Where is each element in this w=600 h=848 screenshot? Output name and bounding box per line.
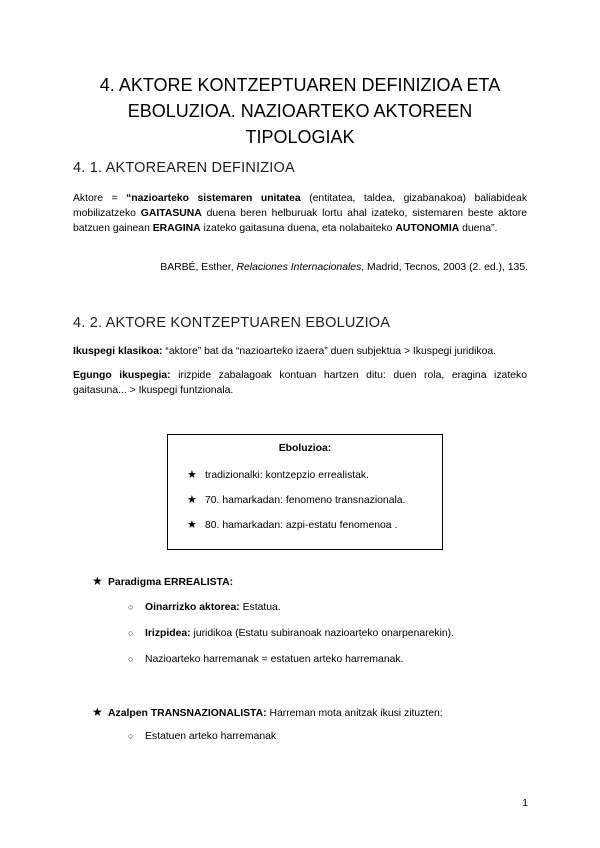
star-icon: ★	[92, 705, 103, 719]
title-line: EBOLUZIOA. NAZIOARTEKO AKTOREEN	[127, 101, 473, 121]
text: Nazioarteko harremanak = estatuen arteko harremanak.	[145, 654, 404, 665]
bold-text: “nazioarteko sistemaren unitatea	[126, 193, 301, 204]
circle-bullet-icon: ○	[128, 628, 134, 638]
list-item	[128, 628, 454, 639]
bold-text: Egungo ikuspegia:	[73, 370, 171, 381]
paradigm-realist-item	[92, 574, 233, 588]
box-list-item	[187, 518, 397, 531]
star-icon: ★	[92, 574, 103, 588]
bold-text: ERAGINA	[152, 223, 201, 234]
current-view-paragraph	[73, 368, 527, 398]
bold-text: Oinarrizko aktorea:	[145, 602, 240, 613]
circle-bullet-icon: ○	[128, 654, 134, 664]
circle-bullet-icon: ○	[128, 731, 134, 741]
text: juridikoa (Estatu subiranoak nazioarteko onarpenarekin).	[190, 628, 455, 639]
title-line: TIPOLOGIAK	[245, 127, 355, 147]
bold-text: GAITASUNA	[140, 208, 202, 219]
text: irizpide zabalagoak kontuan hartzen ditu: duen rola, eragina izateko gaitasuna... > Ikuspegi funtzionala.	[73, 370, 527, 396]
list-item	[128, 602, 281, 613]
list-item	[128, 731, 276, 742]
circle-bullet-icon: ○	[128, 602, 134, 612]
text: Aktore =	[73, 193, 127, 204]
text: (entitatea, taldea, gizabanakoa) baliabideak mobilizatzeko	[73, 193, 528, 219]
text: “aktore” bat da “nazioarteko izaera” duen subjektua > Ikuspegi juridikoa.	[162, 346, 497, 357]
bold-text: Azalpen TRANSNAZIONALISTA:	[108, 708, 267, 719]
section-heading-definition: 4. 1. AKTOREAREN DEFINIZIOA	[73, 160, 295, 176]
list-item	[128, 654, 403, 665]
text: duena beren helburuak lortu ahal izateko, sistemaren beste aktore batzuen gainean	[73, 208, 527, 234]
citation-author: BARBÉ, Esther,	[160, 262, 237, 273]
bold-text: Ikuspegi klasikoa:	[73, 346, 163, 357]
citation-work: Relaciones Internacionales	[236, 262, 362, 273]
definition-paragraph	[73, 191, 527, 236]
text: izateko gaitasuna duena, eta nolabaiteko	[200, 223, 396, 234]
section-heading-evolution: 4. 2. AKTORE KONTZEPTUAREN EBOLUZIOA	[73, 315, 391, 331]
text: Estatua.	[239, 602, 281, 613]
text: Harreman mota anitzak ikusi zituzten:	[266, 708, 443, 719]
citation-rest: , Madrid, Tecnos, 2003 (2. ed.), 135.	[361, 262, 528, 273]
page-title	[60, 72, 540, 150]
box-item-text: 70. hamarkadan: fenomeno transnazionala.	[205, 495, 406, 506]
transnational-item	[92, 705, 443, 719]
box-item-text: 80. hamarkadan: azpi-estatu fenomenoa .	[205, 520, 398, 531]
star-icon: ★	[187, 519, 197, 531]
evolution-box	[167, 434, 443, 550]
title-line: 4. AKTORE KONTZEPTUAREN DEFINIZIOA ETA	[99, 75, 501, 95]
box-list-item	[187, 468, 369, 481]
box-title: Eboluzioa:	[278, 443, 332, 454]
text: Estatuen arteko harremanak	[145, 731, 277, 742]
box-item-text: tradizionalki: kontzepzio errealistak.	[205, 470, 370, 481]
star-icon: ★	[187, 469, 197, 481]
bold-text: Paradigma ERREALISTA:	[108, 577, 234, 588]
text: duena”.	[459, 223, 498, 234]
bold-text: AUTONOMIA	[395, 223, 460, 234]
classic-view-paragraph	[73, 344, 527, 359]
citation	[160, 262, 528, 273]
box-list-item	[187, 493, 405, 506]
star-icon: ★	[187, 494, 197, 506]
bold-text: Irizpidea:	[145, 628, 191, 639]
page-number: 1	[522, 798, 528, 809]
